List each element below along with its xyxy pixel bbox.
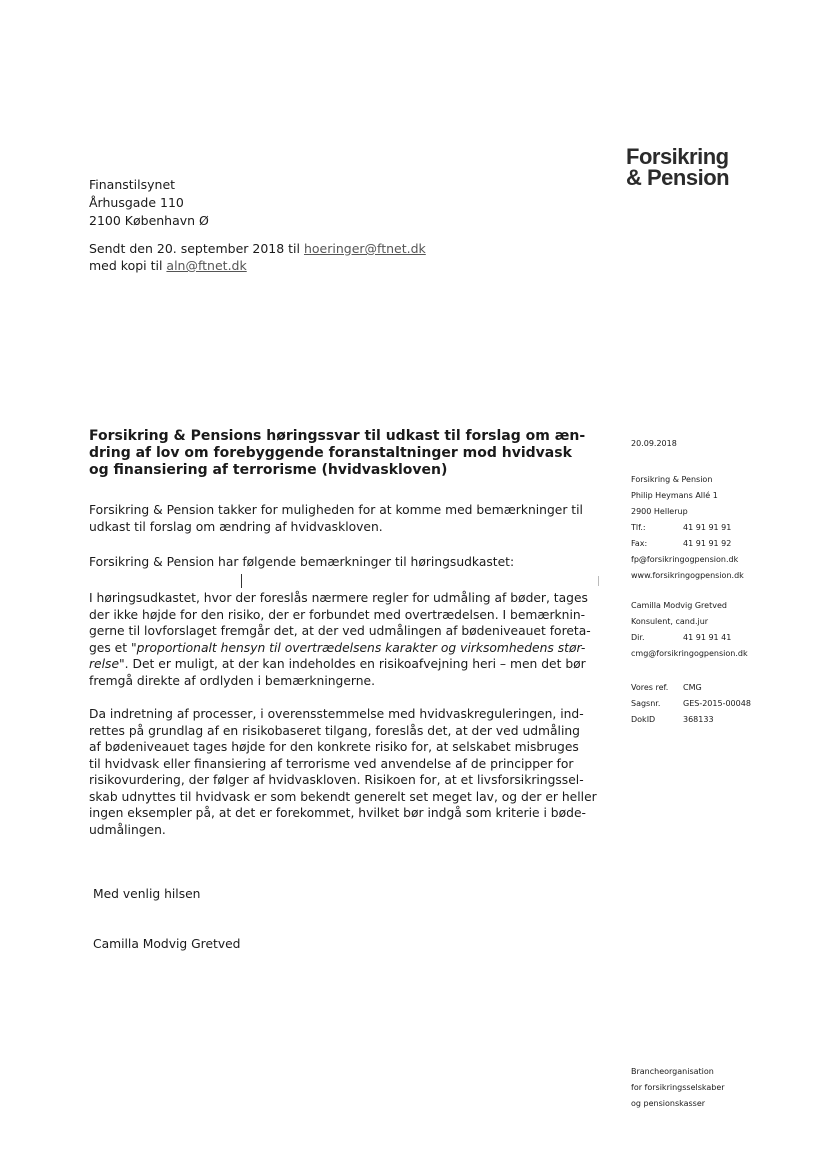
- text-line: [89, 656, 589, 673]
- signature-name: Camilla Modvig Gretved: [93, 937, 241, 951]
- sidebar-date: 20.09.2018: [631, 439, 677, 448]
- cc-email-link[interactable]: aln@ftnet.dk: [166, 258, 247, 273]
- to-email-link[interactable]: hoeringer@ftnet.dk: [303, 241, 426, 256]
- text-line: [89, 640, 589, 657]
- text-line: af bødeniveauet tages højde for den konkrete risiko for, at selskabet misbruges: [89, 740, 579, 754]
- doc-label: DokID: [631, 715, 656, 724]
- cc-prefix: med kopi til: [89, 258, 167, 273]
- text-line: skab udnyttes til hvidvask er som bekendt generelt set meget lav, og der er heller: [89, 789, 597, 804]
- scan-mark: [598, 576, 599, 586]
- org-city: 2900 Hellerup: [631, 507, 688, 516]
- fax-row: [631, 536, 744, 552]
- recipient-address: [89, 176, 209, 230]
- branch-line-3: og pensionskasser: [631, 1099, 706, 1108]
- text-line: fremgå direkte af ordlyden i bemærkningerne.: [89, 673, 376, 688]
- paragraph-3: [89, 590, 589, 689]
- org-email-link[interactable]: fp@forsikringogpension.dk: [631, 555, 739, 564]
- sent-info: [89, 240, 426, 274]
- sidebar-contact: [631, 598, 748, 662]
- recipient-street: Århusgade 110: [89, 195, 184, 210]
- tel-row: [631, 520, 744, 536]
- paragraph-4: [89, 706, 597, 838]
- recipient-name: Finanstilsynet: [89, 177, 176, 192]
- title-line-3: og finansiering af terrorisme (hvidvaskloven): [89, 462, 448, 478]
- logo-line-2: & Pension: [626, 165, 730, 190]
- text-line: der ikke højde for den risiko, der er forbundet med overtrædelsen. I bemærknin-: [89, 607, 586, 622]
- logo-line-1: Forsikring: [626, 144, 729, 169]
- title-line-2: dring af lov om forebyggende foranstaltninger mod hvidvask: [89, 445, 572, 461]
- text-line: rettes på grundlag af en risikobaseret tilgang, foreslås det, at der ved udmåling: [89, 723, 580, 738]
- case-label: Sagsnr.: [631, 699, 661, 708]
- text-line: Forsikring & Pension har følgende bemærkninger til høringsudkastet:: [89, 555, 515, 569]
- text-line: I høringsudkastet, hvor der foreslås nærmere regler for udmåling af bøder, tages: [89, 591, 588, 605]
- recipient-city: 2100 København Ø: [89, 213, 209, 228]
- sent-prefix: Sendt den 20. september 2018 til: [89, 241, 304, 256]
- quote-text: "proportionalt hensyn til overtrædelsens karakter og virksomhedens stør-: [130, 640, 586, 655]
- document-title: [89, 428, 594, 479]
- sidebar-org-info: [631, 472, 744, 584]
- text-line: til hvidvask eller finansiering af terrorisme ved anvendelse af de principper for: [89, 756, 574, 771]
- text-line: udmålingen.: [89, 822, 166, 837]
- pen-mark: [241, 574, 242, 588]
- text-span: ". Det er muligt, at der kan indeholdes en risikoafvejning heri – men det bør: [119, 657, 586, 671]
- doc-row: [631, 712, 751, 728]
- text-line: udkast til forslag om ændring af hvidvaskloven.: [89, 519, 383, 534]
- quote-text: relse: [89, 657, 120, 671]
- text-line: ingen eksempler på, at det er forekommet, hvilket bør indgå som kriterie i bøde-: [89, 806, 586, 820]
- sent-line: [89, 240, 426, 257]
- tel-label: Tlf.:: [631, 523, 646, 532]
- text-line: risikovurdering, der følger af hvidvaskloven. Risikoen for, at et livsforsikringssel-: [89, 773, 584, 787]
- title-line-1: Forsikring & Pensions høringssvar til udkast til forslag om æn-: [89, 428, 586, 444]
- ref-label: Vores ref.: [631, 683, 669, 692]
- org-web-link[interactable]: www.forsikringogpension.dk: [631, 571, 744, 580]
- tel-value: 41 91 91 91: [683, 523, 732, 532]
- text-line: Da indretning af processer, i overensstemmelse med hvidvaskreguleringen, ind-: [89, 707, 584, 721]
- cc-line: [89, 257, 426, 274]
- contact-email-link[interactable]: cmg@forsikringogpension.dk: [631, 649, 748, 658]
- doc-value: 368133: [683, 715, 714, 724]
- dir-row: [631, 630, 748, 646]
- dir-value: 41 91 91 41: [683, 633, 732, 642]
- case-row: [631, 696, 751, 712]
- branch-line-1: Brancheorganisation: [631, 1067, 714, 1076]
- branch-line-2: for forsikringsselskaber: [631, 1083, 725, 1092]
- company-logo: [626, 146, 729, 188]
- org-street: Philip Heymans Allé 1: [631, 491, 718, 500]
- contact-title: Konsulent, cand.jur: [631, 617, 709, 626]
- contact-name: Camilla Modvig Gretved: [631, 601, 727, 610]
- text-line: Forsikring & Pension takker for muligheden for at komme med bemærkninger til: [89, 503, 583, 517]
- case-value: GES-2015-00048: [683, 699, 751, 708]
- fax-label: Fax:: [631, 539, 648, 548]
- dir-label: Dir.: [631, 633, 645, 642]
- closing-greeting: Med venlig hilsen: [93, 887, 201, 901]
- org-name: Forsikring & Pension: [631, 475, 713, 484]
- ref-value: CMG: [683, 683, 702, 692]
- ref-row: [631, 680, 751, 696]
- branch-footer: [631, 1064, 725, 1112]
- paragraph-2: [89, 554, 589, 571]
- text-line: gerne til lovforslaget fremgår det, at der ved udmålingen af bødeniveauet foreta-: [89, 624, 591, 638]
- text-span: ges et: [89, 640, 131, 655]
- sidebar-references: [631, 680, 751, 728]
- fax-value: 41 91 91 92: [683, 539, 732, 548]
- paragraph-1: [89, 502, 589, 535]
